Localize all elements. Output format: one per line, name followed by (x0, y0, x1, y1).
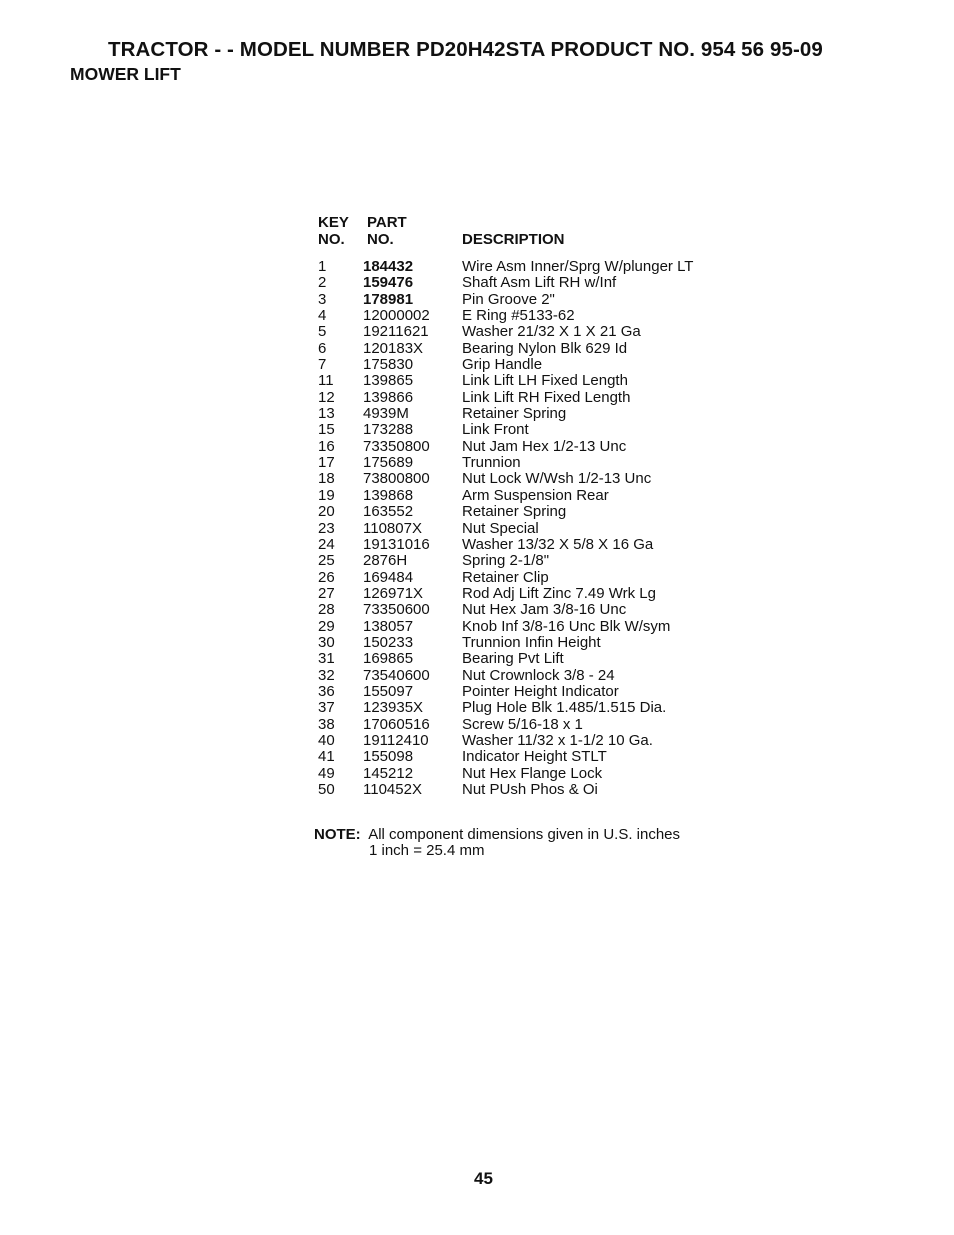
column-header-description: DESCRIPTION (462, 231, 565, 248)
part-number: 163552 (363, 503, 414, 521)
column-header-key-line1: KEY (318, 214, 349, 231)
key-number: 25 (318, 552, 335, 570)
part-description: Bearing Pvt Lift (462, 650, 564, 668)
part-number: 139865 (363, 372, 414, 390)
part-description: Indicator Height STLT (462, 748, 607, 766)
part-number: 73350800 (363, 437, 430, 455)
part-number: 159476 (363, 274, 414, 292)
key-number: 17 (318, 454, 335, 472)
part-description: Link Lift LH Fixed Length (462, 372, 628, 390)
part-number: 12000002 (363, 307, 430, 325)
part-description: Arm Suspension Rear (462, 486, 609, 504)
part-description: Nut Hex Jam 3/8-16 Unc (462, 601, 627, 619)
note-line-1: All component dimensions given in U.S. inches (368, 826, 681, 843)
key-number: 5 (318, 323, 327, 341)
key-number: 30 (318, 633, 335, 651)
key-number: 36 (318, 682, 335, 700)
key-number: 2 (318, 274, 327, 292)
part-number: 19211621 (363, 323, 429, 341)
key-number: 28 (318, 601, 335, 619)
key-number: 31 (318, 650, 335, 668)
part-number: 155097 (363, 682, 414, 700)
key-number: 49 (318, 764, 335, 782)
column-header-part-line2: NO. (367, 231, 394, 248)
part-description: Trunnion (462, 454, 521, 472)
part-number: 123935X (363, 699, 424, 717)
key-number: 26 (318, 568, 335, 586)
note-line-2: 1 inch = 25.4 mm (369, 842, 485, 859)
part-description: Nut Hex Flange Lock (462, 764, 603, 782)
part-number: 2876H (363, 552, 408, 570)
part-number: 4939M (363, 405, 409, 423)
part-description: Rod Adj Lift Zinc 7.49 Wrk Lg (462, 584, 656, 602)
key-number: 23 (318, 519, 335, 537)
part-number: 175830 (363, 356, 414, 374)
part-number: 145212 (363, 764, 414, 782)
part-description: Retainer Spring (462, 503, 567, 521)
part-description: Retainer Clip (462, 568, 549, 586)
part-number: 150233 (363, 633, 414, 651)
key-number: 38 (318, 715, 335, 733)
key-number: 4 (318, 307, 327, 325)
part-number: 184432 (363, 258, 414, 275)
part-description: Screw 5/16-18 x 1 (462, 715, 583, 733)
part-description: Nut Crownlock 3/8 - 24 (462, 666, 615, 684)
key-number: 50 (318, 781, 335, 798)
column-header-part-line1: PART (367, 214, 407, 231)
key-number: 32 (318, 666, 335, 684)
page-title: TRACTOR - - MODEL NUMBER PD20H42STA PRODUCT NO. 954 56 95-09 (108, 38, 823, 61)
key-number: 11 (318, 372, 334, 390)
part-number: 139866 (363, 388, 414, 406)
part-number: 19131016 (363, 535, 430, 553)
key-number: 24 (318, 535, 335, 553)
part-description: Nut Jam Hex 1/2-13 Unc (462, 437, 627, 455)
part-number: 178981 (363, 290, 414, 308)
part-description: Washer 11/32 x 1-1/2 10 Ga. (462, 731, 653, 749)
key-number: 40 (318, 731, 335, 749)
part-number: 110807X (363, 519, 422, 537)
part-description: Washer 13/32 X 5/8 X 16 Ga (462, 535, 654, 553)
key-number: 6 (318, 339, 327, 357)
key-number: 13 (318, 405, 335, 423)
part-number: 169865 (363, 650, 414, 668)
part-number: 175689 (363, 454, 414, 472)
part-description: Pin Groove 2" (462, 290, 555, 308)
part-description: Knob Inf 3/8-16 Unc Blk W/sym (462, 617, 671, 635)
column-header-key-line2: NO. (318, 231, 345, 248)
part-description: Shaft Asm Lift RH w/Inf (462, 274, 617, 292)
part-number: 110452X (363, 781, 422, 798)
part-description: Retainer Spring (462, 405, 567, 423)
part-number: 73540600 (363, 666, 430, 684)
part-description: E Ring #5133-62 (462, 307, 575, 325)
part-description: Link Lift RH Fixed Length (462, 388, 631, 406)
key-number: 3 (318, 290, 327, 308)
page-number: 45 (474, 1169, 493, 1188)
key-number: 29 (318, 617, 335, 635)
part-number: 19112410 (363, 731, 429, 749)
part-number: 73800800 (363, 470, 430, 488)
key-number: 27 (318, 584, 335, 602)
key-number: 15 (318, 421, 335, 439)
part-number: 155098 (363, 748, 414, 766)
part-description: Pointer Height Indicator (462, 682, 619, 700)
part-description: Nut Special (462, 519, 539, 537)
part-number: 138057 (363, 617, 414, 635)
key-number: 19 (318, 486, 335, 504)
key-number: 37 (318, 699, 335, 717)
key-number: 20 (318, 503, 335, 521)
note-label: NOTE: (314, 826, 361, 843)
part-description: Grip Handle (462, 356, 543, 374)
key-number: 7 (318, 356, 327, 374)
part-number: 169484 (363, 568, 414, 586)
key-number: 16 (318, 437, 335, 455)
part-description: Trunnion Infin Height (462, 633, 601, 651)
part-description: Bearing Nylon Blk 629 Id (462, 339, 628, 357)
part-description: Wire Asm Inner/Sprg W/plunger LT (462, 258, 694, 275)
part-number: 139868 (363, 486, 414, 504)
part-description: Nut Lock W/Wsh 1/2-13 Unc (462, 470, 652, 488)
key-number: 18 (318, 470, 335, 488)
part-number: 17060516 (363, 715, 430, 733)
part-description: Spring 2-1/8" (462, 552, 550, 570)
key-number: 1 (318, 258, 327, 275)
part-description: Plug Hole Blk 1.485/1.515 Dia. (462, 699, 667, 717)
part-description: Link Front (462, 421, 529, 439)
part-number: 73350600 (363, 601, 430, 619)
part-number: 126971X (363, 584, 424, 602)
key-number: 12 (318, 388, 335, 406)
section-title: MOWER LIFT (70, 64, 181, 84)
part-description: Washer 21/32 X 1 X 21 Ga (462, 323, 641, 341)
key-number: 41 (318, 748, 335, 766)
part-number: 120183X (363, 339, 424, 357)
part-description: Nut PUsh Phos & Oi (462, 781, 598, 798)
part-number: 173288 (363, 421, 414, 439)
